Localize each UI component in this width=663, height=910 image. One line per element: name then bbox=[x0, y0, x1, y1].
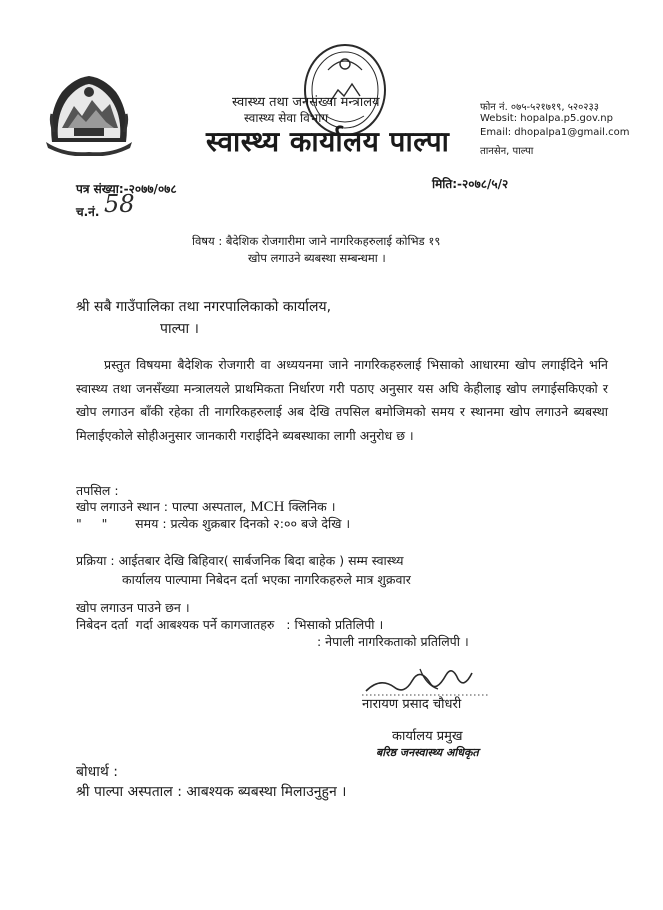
place-suffix: क्लिनिक । bbox=[288, 499, 336, 514]
process-line-1: प्रक्रिया : आईतबार देखि बिहिवार( सार्बजनिक बिदा बाहेक ) सम्म स्वास्थ्य bbox=[76, 553, 404, 568]
body-paragraph: प्रस्तुत विषयमा बैदेशिक रोजगारी वा अध्ययनमा जाने नागरिकहरुलाई भिसाको आधारमा खोप लगाईदिने भनि स्वास्थ्य तथा जनसँख्या मन्त्रालयले प्राथमिकता निर्धारण गरी पठाए अनुसार यस अघि केहीलाइ खोप लगाईसकिएको र खोप लगाउन बाँकी रहेका ती नागरिकहरुलाई अब देखि तपसिल बमोजिमको समय र स्थानमा खोप लगाउने ब्यबस्था मिलाईएकोले सोहीअनुसार जानकारी गराईदिने ब्यबस्थाका लागी अनुरोध छ । bbox=[76, 357, 608, 443]
addressee-line-2: पाल्पा । bbox=[160, 321, 199, 337]
contact-phone: फोन नं. ०७५-५२१७१९, ५२०२३३ bbox=[480, 102, 599, 113]
signer-officer-stamp: बरिष्ठ जनस्वास्थ्य अधिकृत bbox=[376, 746, 479, 759]
nepal-emblem-icon bbox=[44, 72, 134, 156]
cc-line: श्री पाल्पा अस्पताल : आबश्यक ब्यबस्था मिलाउनुहुन । bbox=[76, 784, 347, 800]
ministry-name: स्वास्थ्य तथा जनसंख्या मन्त्रालय bbox=[232, 95, 380, 110]
required-docs-line-2: : नेपाली नागरिकताको प्रतिलिपी । bbox=[317, 634, 469, 649]
office-name: स्वास्थ्य कार्यालय पाल्पा bbox=[206, 125, 450, 158]
place-label: खोप लगाउने स्थान : पाल्पा अस्पताल, bbox=[76, 499, 247, 514]
dispatch-number-label: च.नं. bbox=[76, 205, 100, 219]
contact-email: Email: dhopalpa1@gmail.com bbox=[480, 127, 630, 138]
dispatch-number-handwritten: 58 bbox=[104, 190, 135, 218]
cc-label: बोधार्थ : bbox=[76, 764, 118, 780]
addressee-line-1: श्री सबै गाउँपालिका तथा नगरपालिकाको कार्यालय, bbox=[76, 299, 332, 315]
letter-reference-number: पत्र संख्या:-२०७७/०७८ bbox=[76, 182, 177, 196]
vaccination-time: " " समय : प्रत्येक शुक्रबार दिनको २:०० बजे देखि । bbox=[76, 516, 351, 531]
process-line-2: कार्यालय पाल्पामा निबेदन दर्ता भएका नागरिकहरुले मात्र शुक्रवार bbox=[122, 572, 411, 587]
signer-position: कार्यालय प्रमुख bbox=[392, 729, 463, 744]
subject-line-2: खोप लगाउने ब्यबस्था सम्बन्धमा । bbox=[248, 251, 386, 265]
process-line-3: खोप लगाउन पाउने छन । bbox=[76, 600, 190, 615]
contact-location: तानसेन, पाल्पा bbox=[480, 146, 534, 157]
letter-date: मिति:-२०७८/५/२ bbox=[432, 177, 509, 191]
subject-line-1: विषय : बैदेशिक रोजगारीमा जाने नागरिकहरुलाई कोभिड १९ bbox=[192, 234, 441, 248]
required-docs-line-1: निबेदन दर्ता गर्दा आबश्यक पर्ने कागजातहरु : भिसाको प्रतिलिपी । bbox=[76, 617, 384, 632]
department-name: स्वास्थ्य सेवा विभाग bbox=[244, 111, 329, 125]
place-mch: MCH bbox=[250, 499, 285, 515]
vaccination-place bbox=[76, 498, 336, 516]
details-heading: तपसिल : bbox=[76, 483, 119, 498]
signer-name: नारायण प्रसाद चौधरी bbox=[362, 697, 462, 712]
contact-website: Websit: hopalpa.p5.gov.np bbox=[480, 113, 613, 124]
